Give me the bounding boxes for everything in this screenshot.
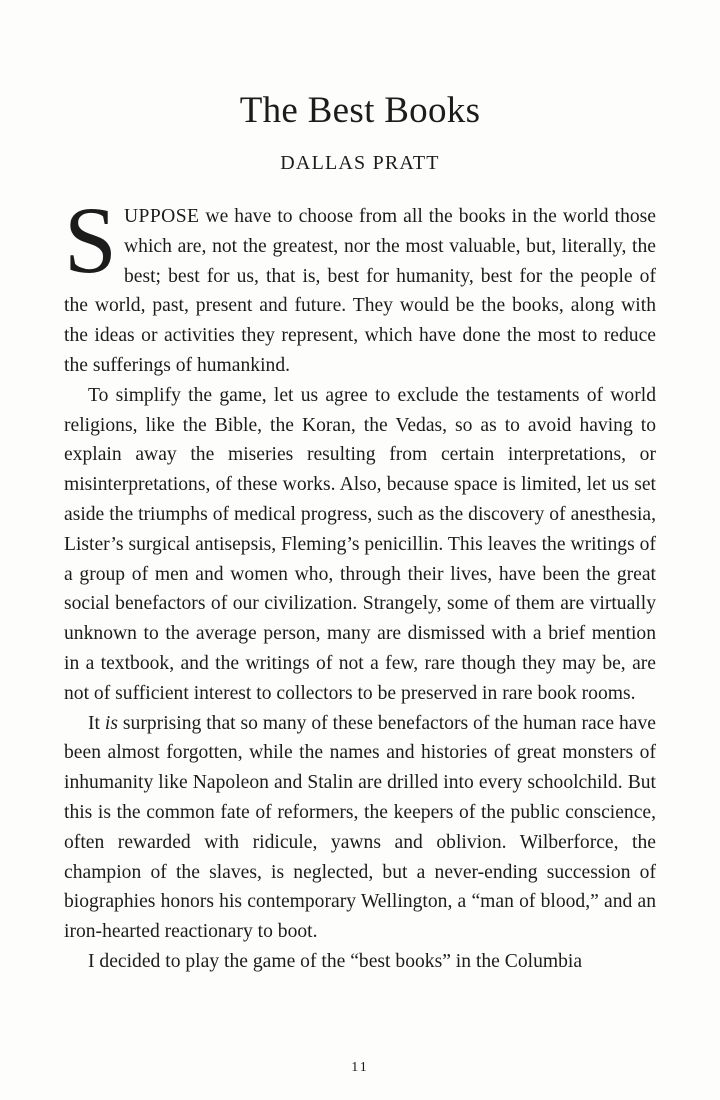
paragraph-1 (64, 187, 656, 381)
paragraph-3 (64, 709, 656, 947)
page-number: 11 (351, 1060, 369, 1075)
lead-caps: UPPOSE (124, 206, 200, 227)
article-author: DALLAS PRATT (280, 152, 440, 174)
paragraph-2: To simplify the game, let us agree to exclude the testaments of world religions, like the Bible, the Koran, the Vedas, so as to avoid having to explain away the miseries resulting from certain interpretations, or misinterpretations, of these works. Also, because space is limited, let us set aside the triumphs of medical progress, such as the discovery of anesthesia, Lister’s surgical antisepsis, Fleming’s penicillin. This leaves the writings of a group of men and women who, through their lives, have been the great social benefactors of our civilization. Strangely, some of them are virtually unknown to the average person, many are dismissed with a brief mention in a textbook, and the writings of not a few, rare though they may be, are not of sufficient interest to collectors to be preserved in rare book rooms. (64, 384, 656, 704)
paragraph-3-lead: It (88, 712, 105, 734)
paragraph-3-text: surprising that so many of these benefactors of the human race have been almost forgotten, while the names and histories of great monsters of inhumanity like Napoleon and Stalin are drilled into every schoolchild. But this is the common fate of reformers, the keepers of the public conscience, often rewarded with ridicule, yawns and oblivion. Wilberforce, the champion of the slaves, is neglected, but a never-ending succession of biographies honors his contemporary Wellington, a “man of blood,” and an iron-hearted reactionary to boot. (64, 712, 656, 943)
drop-cap: S (64, 187, 117, 293)
paragraph-4: I decided to play the game of the “best books” in the Columbia (88, 950, 583, 972)
paragraph-1-text: we have to choose from all the books in the world those which are, not the greatest, nor the most valuable, but, literally, the best; best for us, that is, best for humanity, best for the people of the world, past, present and future. They would be the books, along with the ideas or activities they represent, which have done the most to reduce the sufferings of humankind. (64, 206, 656, 376)
article-body (64, 187, 656, 977)
paragraph-3-emphasis: is (104, 712, 118, 734)
article-title: The Best Books (239, 90, 481, 131)
